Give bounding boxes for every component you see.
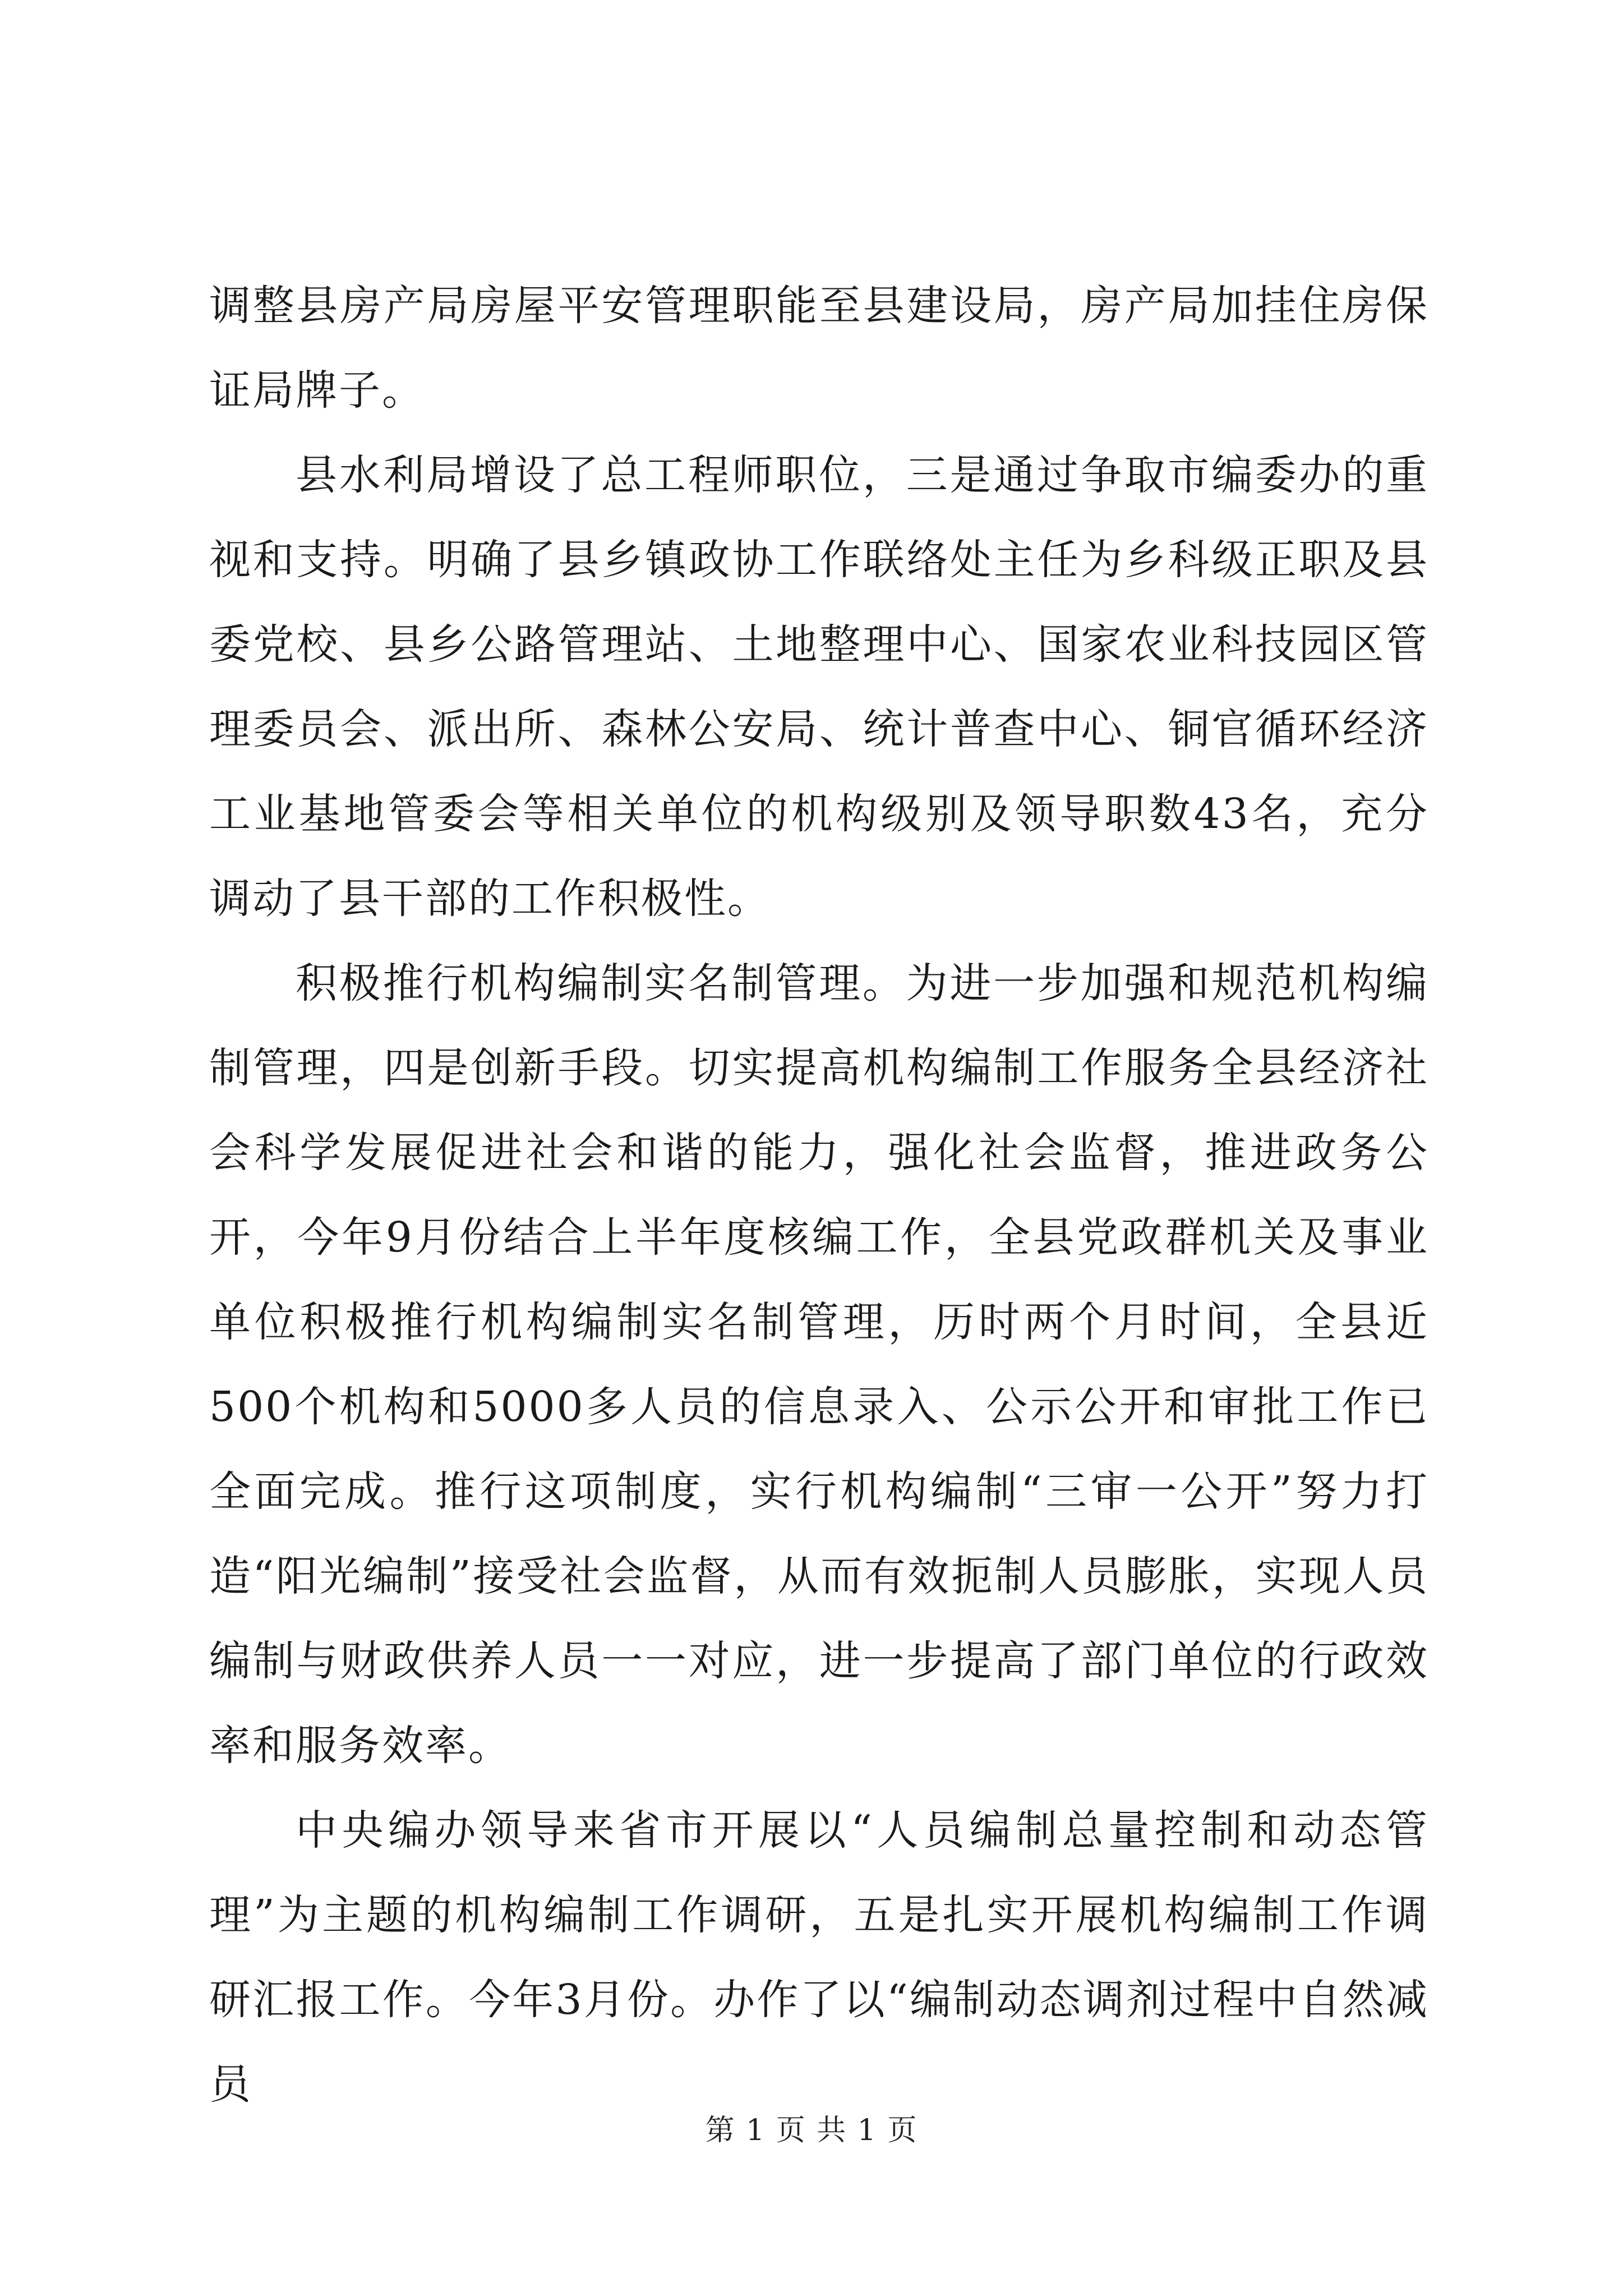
paragraph-3: 积极推行机构编制实名制管理。为进一步加强和规范机构编制管理，四是创新手段。切实提高机构编制工作服务全县经济社会科学发展促进社会和谐的能力，强化社会监督，推进政务公开，今年9月份结合上半年度核编工作，全县党政群机关及事业单位积极推行机构编制实名制管理，历时两个月时间，全县近500个机构和5000多人员的信息录入、公示公开和审批工作已全面完成。推行这项制度，实行机构编制“三审一公开”努力打造“阳光编制”接受社会监督，从而有效扼制人员膨胀，实现人员编制与财政供养人员一一对应，进一步提高了部门单位的行政效率和服务效率。: [209, 959, 1429, 1770]
page-footer: 第 1 页 共 1 页: [705, 2114, 918, 2147]
paragraph-2: 县水利局增设了总工程师职位，三是通过争取市编委办的重视和支持。明确了县乡镇政协工作联络处主任为乡科级正职及县委党校、县乡公路管理站、土地整理中心、国家农业科技园区管理委员会、派出所、森林公安局、统计普查中心、铜官循环经济工业基地管委会等相关单位的机构级别及领导职数43名，充分调动了县干部的工作积极性。: [209, 451, 1429, 923]
document-body: [209, 264, 1429, 2127]
paragraph-4: 中央编办领导来省市开展以“人员编制总量控制和动态管理”为主题的机构编制工作调研，五是扎实开展机构编制工作调研汇报工作。今年3月份。办作了以“编制动态调剂过程中自然减员: [209, 1806, 1429, 2109]
paragraph-1: 调整县房产局房屋平安管理职能至县建设局，房产局加挂住房保证局牌子。: [209, 282, 1429, 415]
